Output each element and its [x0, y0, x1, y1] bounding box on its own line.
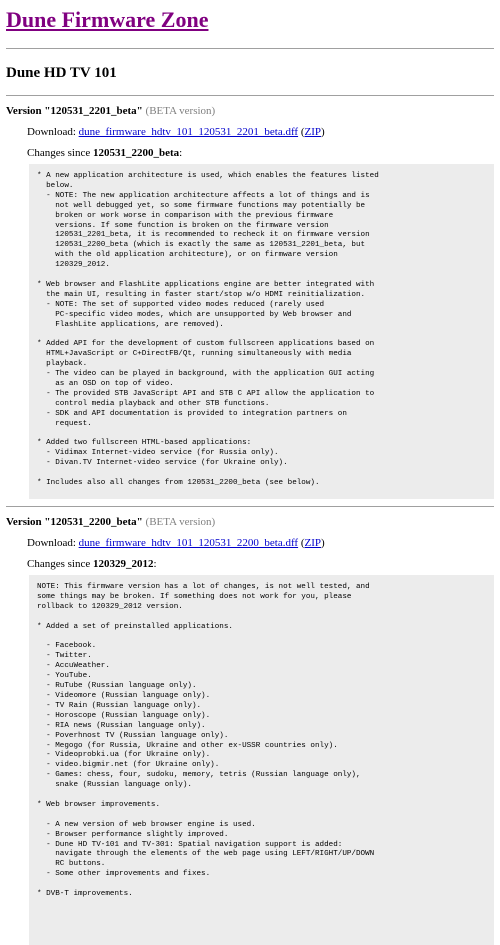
changes-colon: :	[153, 558, 157, 570]
version-tag: (BETA version)	[145, 516, 216, 528]
divider	[6, 95, 494, 96]
firmware-file-link[interactable]: dune_firmware_hdtv_101_120531_2200_beta.dff	[78, 537, 299, 549]
site-title-link[interactable]: Dune Firmware Zone	[6, 7, 209, 32]
zip-close: )	[321, 537, 325, 549]
changes-ref: 120531_2200_beta	[92, 147, 180, 159]
version-tag: (BETA version)	[145, 105, 216, 117]
release-notes: NOTE: This firmware version has a lot of changes, is not well tested, and some things may be broken. If something does not work for you, please rollback to 120329_2012 version. * Added a set of preinstalled applications. - Facebook. - Twitter. - AccuWeather. - YouTube. - RuTube (Russian language only). - Videomore (Russian language only). - TV Rain (Russian language only). - Horoscope (Russian language only). - RIA news (Russian language only). - Poverhnost TV (Russian language only). - Megogo (for Russia, Ukraine and other ex-USSR countries only). - Videoprobki.ua (for Ukraine only). - video.bigmir.net (for Ukraine only). - Games: chess, four, sudoku, memory, tetris (Russian language only), snake (Russian language only). * Web browser improvements. - A new version of web browser engine is used. - Browser performance slightly improved. - Dune HD TV-101 and TV-301: Spatial navigation support is added: navigate through the elements of the web page using LEFT/RIGHT/UP/DOWN RC buttons. - Some other improvements and fixes. * DVB-T improvements.	[29, 575, 494, 945]
zip-open: (	[300, 537, 305, 549]
zip-open: (	[300, 126, 305, 138]
divider	[6, 506, 494, 507]
changes-colon: :	[179, 147, 183, 159]
changes-label: Changes since	[27, 147, 91, 159]
firmware-file-link[interactable]: dune_firmware_hdtv_101_120531_2201_beta.dff	[78, 126, 299, 138]
version-heading	[6, 515, 494, 529]
download-line	[27, 125, 494, 139]
zip-link[interactable]: ZIP	[304, 537, 322, 549]
page-title: Dune HD TV 101	[6, 65, 117, 81]
changes-ref: 120329_2012	[92, 558, 154, 570]
changes-line	[27, 557, 494, 571]
download-label: Download:	[27, 126, 76, 138]
zip-link[interactable]: ZIP	[304, 126, 322, 138]
download-label: Download:	[27, 537, 76, 549]
version-heading	[6, 104, 494, 118]
changes-label: Changes since	[27, 558, 91, 570]
release-notes: * A new application architecture is used, which enables the features listed below. - NOTE: The new application architecture affects a lot of things and is not well debugged yet, so some firmware functions may potentially be broken or work worse in comparison with the previous firmware versions. If some function is broken on the firmware version 120531_2201_beta, it is recommended to recheck it on firmware version 120531_2200_beta (which is exactly the same as 120531_2201_beta, but with the old application architecture), or on firmware version 120329_2012. * Web browser and FlashLite applications engine are better integrated with the main UI, resulting in faster start/stop w/o HDMI reinitialization. - NOTE: The set of supported video modes reduced (rarely used PC-specific video modes, which are unsupported by Web browser and FlashLite applications, are removed). * Added API for the development of custom fullscreen applications based on HTML+JavaScript or C+DirectFB/Qt, running simultaneously with media playback. - The video can be played in background, with the application GUI acting as an OSD on top of video. - The provided STB JavaScript API and STB C API allow the application to control media playback and other STB functions. - SDK and API documentation is provided to integration partners on request. * Added two fullscreen HTML-based applications: - Vidimax Internet-video service (for Russia only). - Divan.TV Internet-video service (for Ukraine only). * Includes also all changes from 120531_2200_beta (see below).	[29, 164, 494, 499]
version-label: Version "120531_2200_beta"	[6, 516, 143, 528]
version-section-2	[6, 515, 494, 945]
version-section-1	[6, 104, 494, 499]
download-line	[27, 536, 494, 550]
version-label: Version "120531_2201_beta"	[6, 105, 143, 117]
divider	[6, 48, 494, 49]
changes-line	[27, 146, 494, 160]
zip-close: )	[321, 126, 325, 138]
